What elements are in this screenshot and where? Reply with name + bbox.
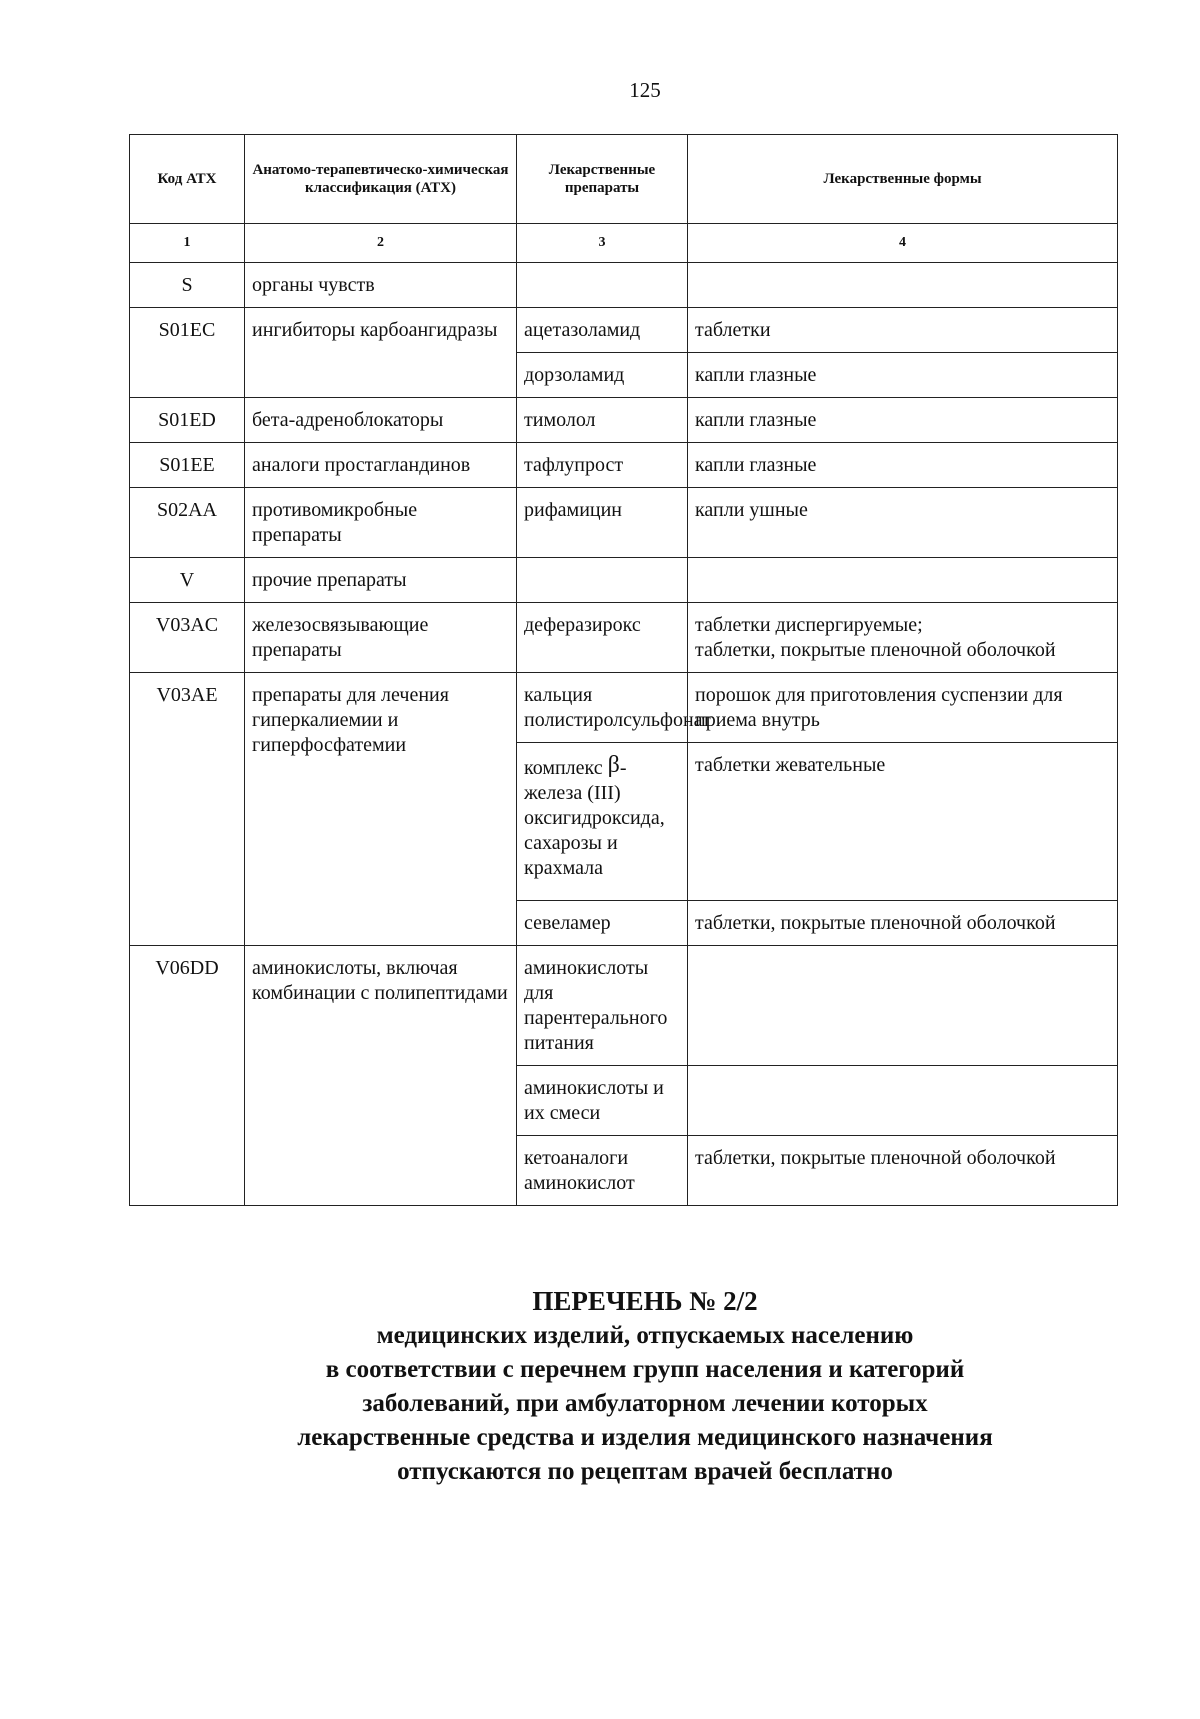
dosage-form: таблетки — [688, 308, 1118, 353]
dosage-form: таблетки жевательные — [688, 743, 1118, 901]
atx-class: ингибиторы карбоангидразы — [245, 308, 517, 398]
column-number: 1 — [130, 224, 245, 263]
dosage-form: порошок для приготовления суспензии для приема внутрь — [688, 673, 1118, 743]
header-atx-classification: Анатомо-терапевтическо-химическая классификация (АТХ) — [245, 135, 517, 224]
atx-class: препараты для лечения гиперкалиемии и гиперфосфатемии — [245, 673, 517, 946]
list-subtitle-line: отпускаются по рецептам врачей бесплатно — [397, 1458, 893, 1485]
atx-code: V03AE — [130, 673, 245, 946]
atx-code: S02AA — [130, 488, 245, 558]
drug-name: ацетазоламид — [517, 308, 688, 353]
dosage-form: таблетки, покрытые пленочной оболочкой — [688, 1136, 1118, 1206]
form-cell — [688, 1066, 1118, 1136]
drug-name: тафлупрост — [517, 443, 688, 488]
dosage-form: таблетки, покрытые пленочной оболочкой — [688, 901, 1118, 946]
table-row — [130, 308, 1118, 353]
atx-class: противомикробные препараты — [245, 488, 517, 558]
atx-class: аналоги простагландинов — [245, 443, 517, 488]
drug-name: аминокислоты для парентерального питания — [517, 946, 688, 1066]
drug-name: деферазирокс — [517, 603, 688, 673]
table-row — [130, 603, 1118, 673]
drug-name: тимолол — [517, 398, 688, 443]
drug-name-suffix: -железа (III) оксигидроксида, сахарозы и крахмала — [524, 757, 665, 879]
drug-name: кетоаналоги аминокислот — [517, 1136, 688, 1206]
atx-class: прочие препараты — [245, 558, 517, 603]
drug-name: аминокислоты и их смеси — [517, 1066, 688, 1136]
atx-code: V06DD — [130, 946, 245, 1206]
drug-name — [517, 743, 688, 901]
list-title-block — [0, 1283, 1200, 1489]
drug-name: севеламер — [517, 901, 688, 946]
atx-code: V03AC — [130, 603, 245, 673]
atx-code: S01EE — [130, 443, 245, 488]
atx-code: S01EC — [130, 308, 245, 398]
page-number: 125 — [629, 78, 661, 102]
drug-name: кальция полистиролсульфонат — [517, 673, 688, 743]
list-subtitle-line: заболеваний, при амбулаторном лечении которых — [362, 1390, 928, 1417]
column-number-row — [130, 224, 1118, 263]
atx-code: S — [130, 263, 245, 308]
drug-cell — [517, 558, 688, 603]
table-row — [130, 443, 1118, 488]
header-dosage-forms: Лекарственные формы — [688, 135, 1118, 224]
drug-name: рифамицин — [517, 488, 688, 558]
dosage-form — [688, 603, 1118, 673]
table-row — [130, 398, 1118, 443]
atx-code: V — [130, 558, 245, 603]
drug-name-prefix: комплекс — [524, 757, 603, 779]
column-number: 4 — [688, 224, 1118, 263]
beta-symbol: β — [607, 752, 620, 778]
form-cell — [688, 946, 1118, 1066]
atx-class: аминокислоты, включая комбинации с полипептидами — [245, 946, 517, 1206]
dosage-form: капли глазные — [688, 353, 1118, 398]
list-subtitle-line: медицинских изделий, отпускаемых населению — [376, 1322, 914, 1349]
table-row — [130, 673, 1118, 743]
dosage-form: капли глазные — [688, 398, 1118, 443]
dosage-form-line: таблетки, покрытые пленочной оболочкой — [695, 639, 1056, 661]
table-row — [130, 558, 1118, 603]
column-number: 3 — [517, 224, 688, 263]
atx-class: органы чувств — [245, 263, 517, 308]
table-row — [130, 488, 1118, 558]
atx-class: железосвязывающие препараты — [245, 603, 517, 673]
table-header-row — [130, 135, 1118, 224]
atx-code: S01ED — [130, 398, 245, 443]
list-subtitle-line: лекарственные средства и изделия медицинского назначения — [297, 1424, 993, 1451]
dosage-form-line: таблетки диспергируемые; — [695, 614, 923, 636]
header-drugs: Лекарственные препараты — [517, 135, 688, 224]
form-cell — [688, 263, 1118, 308]
list-title: ПЕРЕЧЕНЬ № 2/2 — [532, 1286, 758, 1316]
drug-name: дорзоламид — [517, 353, 688, 398]
header-atx-code: Код АТХ — [130, 135, 245, 224]
atx-table — [129, 134, 1118, 1206]
drug-cell — [517, 263, 688, 308]
dosage-form: капли глазные — [688, 443, 1118, 488]
dosage-form: капли ушные — [688, 488, 1118, 558]
form-cell — [688, 558, 1118, 603]
column-number: 2 — [245, 224, 517, 263]
table-row — [130, 946, 1118, 1066]
atx-class: бета-адреноблокаторы — [245, 398, 517, 443]
table-row — [130, 263, 1118, 308]
list-subtitle-line: в соответствии с перечнем групп населения и категорий — [325, 1356, 965, 1383]
